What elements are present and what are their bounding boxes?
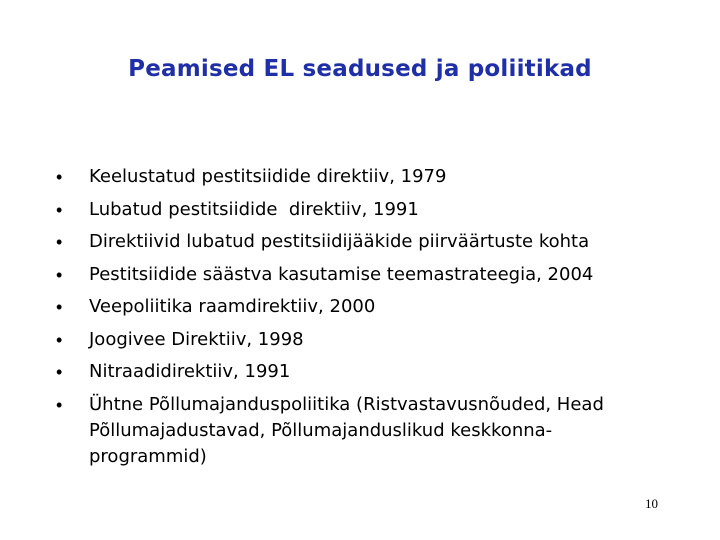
bullet-icon: • [56, 232, 63, 252]
page-number: 10 [645, 496, 658, 511]
list-item-text: Keelustatud pestitsiidide direktiiv, 1979 [89, 166, 447, 187]
list-item-text: Lubatud pestitsiidide direktiiv, 1991 [89, 198, 419, 220]
list-item-text: Veepoliitika raamdirektiiv, 2000 [89, 296, 376, 317]
bullet-icon: • [56, 167, 63, 187]
list-item [56, 259, 656, 292]
list-item-text: Joogivee Direktiiv, 1998 [89, 328, 304, 350]
list-item [56, 356, 656, 389]
bullet-icon: • [56, 297, 63, 317]
bullet-icon: • [56, 329, 63, 350]
list-item [56, 291, 656, 324]
list-item [56, 389, 656, 470]
bullet-icon: • [56, 264, 63, 285]
list-item [56, 194, 656, 227]
bullet-icon: • [56, 362, 63, 382]
list-item [56, 161, 656, 194]
bullet-icon: • [56, 199, 63, 220]
list-item [56, 226, 656, 259]
list-item-text: Nitraadidirektiiv, 1991 [89, 361, 291, 382]
slide-title: Peamised EL seadused ja poliitikad [128, 56, 592, 82]
list-item [56, 324, 656, 357]
list-item-text: Direktiivid lubatud pestitsiidijääkide piirväärtuste kohta [89, 231, 590, 252]
bullet-icon: • [56, 394, 63, 415]
list-item-text: Ühtne Põllumajanduspoliitika (Ristvastavusnõuded, Head Põllumajadustavad, Põllumajanduslikud keskkonna-programmid) [89, 393, 604, 467]
list-item-text: Pestitsiidide säästva kasutamise teemastrateegia, 2004 [89, 263, 594, 285]
bullet-list [56, 161, 656, 470]
